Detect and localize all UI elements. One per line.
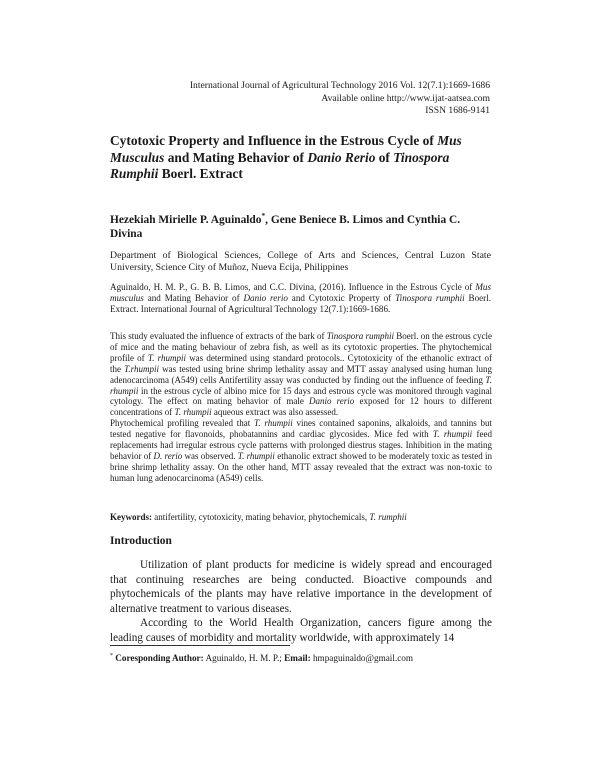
title-text: and Mating Behavior of <box>164 149 308 165</box>
abstract <box>110 331 492 484</box>
abstract-species: T. rhumpii <box>147 352 186 363</box>
citation-text: and Mating Behavior of <box>143 293 244 304</box>
footnote-email: hmpaguinaldo@gmail.com <box>310 653 414 664</box>
keywords-species: T. rumphii <box>369 512 407 522</box>
abstract-species: D. rerio <box>153 450 183 461</box>
abstract-text: This study evaluated the influence of extracts of the bark of <box>110 331 327 341</box>
abstract-text: feed replacements had irregular estrous cycle patterns with prolonged diestrus stages. Inhibition in the mating behavior of <box>110 429 492 461</box>
citation-text: Boerl. Extract. International Journal of Agricultural Technology 12(7.1):1669-1686. <box>110 293 492 315</box>
abstract-text: Boerl. on the estrous cycle of mice and the mating behaviour of zebra fish, as well as its cytotoxic properties. The phytochemical profile of <box>110 331 492 363</box>
journal-line: International Journal of Agricultural Technology 2016 Vol. 12(7.1):1669-1686 <box>189 80 490 91</box>
corresponding-marker: * <box>261 211 266 220</box>
footnote <box>110 651 492 664</box>
abstract-paragraph <box>110 418 492 483</box>
abstract-text: vines contained saponins, alkaloids, and tannins but tested negative for flavonoids, phobatannins and cardiac glycosides. Mice fed with <box>110 418 493 440</box>
citation-species: Danio rerio <box>243 293 288 304</box>
citation <box>110 282 491 316</box>
citation-text: and Cytotoxic Property of <box>287 293 396 304</box>
title-text: Boerl. Extract <box>158 166 243 182</box>
abstract-text: aqueous extract was also assessed. <box>211 407 339 418</box>
intro-paragraph: According to the World Health Organization, cancers figure among the leading causes of morbidity and mortality worldwide, with approximately 14 <box>110 617 492 644</box>
abstract-species: Danio rerio <box>308 396 355 407</box>
footnote-label: Coresponding Author: <box>112 653 204 664</box>
keywords-text: antifertility, cytotoxicity, mating behavior, phytochemicals, <box>152 512 370 522</box>
author-names: , Gene Beniece B. Limos and Cynthia C. Divina <box>110 213 461 241</box>
footnote-divider <box>110 645 290 646</box>
abstract-species: T. rhumpii <box>254 418 293 429</box>
abstract-paragraph <box>110 331 492 418</box>
title-text: Cytotoxic Property and Influence in the Estrous Cycle of <box>110 133 438 148</box>
paper-title <box>110 133 490 183</box>
citation-species: Tinospora rumphii <box>395 293 465 304</box>
abstract-species: Tinospora rumphii <box>326 331 394 341</box>
abstract-text: was tested using brine shrimp lethality assay and MTT assay analysed using human lung adenocarcinoma (A549) cells Antifertility assay was conducted by finding out the influence of feeding <box>110 363 493 385</box>
availability-line: Available online http://www.ijat-aatsea.com <box>321 92 490 104</box>
intro-paragraph: Utilization of plant products for medicine is widely spread and encouraged that continuing researches are being conducted. Bioactive compounds and phytochemicals of the plants may have relative importance in the development of alternative treatment to various diseases. <box>110 559 492 615</box>
abstract-species: T. rhumpii <box>237 450 275 461</box>
introduction-body <box>110 558 492 646</box>
issn-line: ISSN 1686-9141 <box>425 105 490 117</box>
abstract-species: T.rhumpii <box>124 363 160 374</box>
abstract-species: T. rhumpii <box>432 429 473 440</box>
footnote-email-label: Email: <box>284 653 311 664</box>
abstract-species: T. rhumpii <box>110 374 492 396</box>
title-text: of <box>375 149 394 165</box>
abstract-text: was observed. <box>182 450 238 461</box>
title-species: Tinospora Rumphii <box>110 149 450 182</box>
title-species: Mus Musculus <box>110 133 462 165</box>
abstract-text: was determined using standard protocols.. Cytotoxicity of the ethanolic extract of the <box>110 352 492 374</box>
author-list <box>110 209 492 242</box>
abstract-species: T. rhumpii <box>174 407 212 418</box>
citation-species: Mus musculus <box>110 282 491 304</box>
abstract-text: exposed for 12 hours to different concentrations of <box>110 396 492 418</box>
abstract-text: in the estrous cycle of albino mice for 15 days and estrous cycle was monitored through vaginal cytology. The effect on mating behavior of male <box>110 385 492 407</box>
affiliation: Department of Biological Sciences, College of Arts and Sciences, Central Luzon State University, Science City of Muñoz, Nueva Ecija, Philippines <box>110 250 491 274</box>
footnote-marker: * <box>110 653 113 659</box>
keywords-label: Keywords: <box>110 512 152 522</box>
citation-text: Aguinaldo, H. M. P., G. B. B. Limos, and C.C. Divina, (2016). Influence in the Estrous Cycle of <box>110 282 476 292</box>
abstract-text: Phytochemical profiling revealed that <box>110 418 254 429</box>
keywords <box>110 512 492 523</box>
author-name: Hezekiah Mirielle P. Aguinaldo <box>110 213 262 226</box>
footnote-name: Aguinaldo, H. M. P.; <box>203 653 285 664</box>
abstract-text: ethanolic extract showed to be moderately toxic as tested in brine shrimp lethality assay. On the other hand, MTT assay revealed that the extract was non-toxic to human lung adenocarcinoma (A549) cells. <box>110 450 492 483</box>
journal-header <box>190 80 490 118</box>
title-species: Danio Rerio <box>307 149 376 165</box>
section-heading-introduction: Introduction <box>110 535 172 547</box>
